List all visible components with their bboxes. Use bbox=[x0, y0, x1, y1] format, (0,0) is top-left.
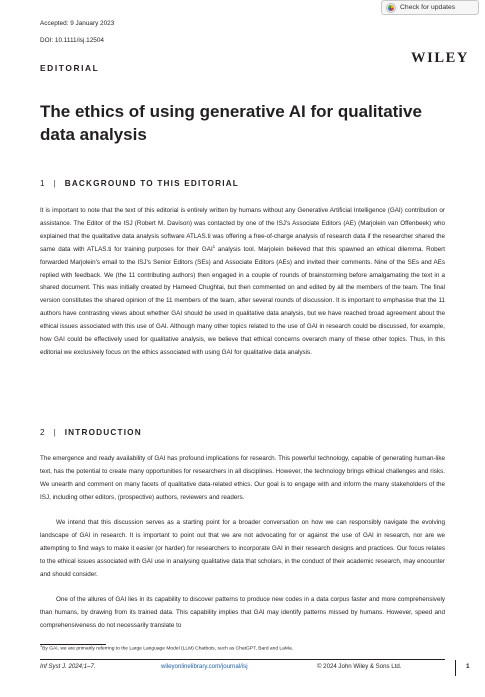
check-for-updates-button[interactable] bbox=[381, 0, 479, 15]
article-type: EDITORIAL bbox=[40, 63, 100, 73]
accepted-date: Accepted: 9 January 2023 bbox=[40, 20, 115, 27]
footnote-divider bbox=[40, 644, 106, 645]
footer-divider bbox=[40, 659, 445, 660]
doi: DOI: 10.1111/isj.12504 bbox=[40, 37, 104, 44]
footnote-text: By GAI, we are primarily referring to the Large Language Model (LLM) Chatbots, such as ChatGPT, Bard and LaMa. bbox=[42, 646, 294, 652]
body-paragraph: It is important to note that the text of this editorial is entirely written by humans without any Generative Artificial Intelligence (GAI) contribution or assistance. The Editor of the ISJ (Robert M. Davison) was contacted by one of the ISJ's Associate Editors (AE) (Marjolein van Offenbeek) who explained that the qualitative data analysis software ATLAS.ti was offering a free-of-charge analysis of research data if the researcher shared the same data with ATLAS.ti for training purposes for their GAI$^1$ analysis tool. Marjolein believed that this spawned an ethical dilemma. Robert forwarded Marjolein's email to the ISJ's Senior Editors (SEs) and Associate Editors (AEs) and invited their comments. Nine of the SEs and AEs replied with feedback. We (the 11 contributing authors) then engaged in a couple of rounds of brainstorming before amalgamating the text in a shared document. This was initially created by Hameed Chughtai, but then commented on and edited by all the members of the team. The final version constitutes the shared opinion of the 11 members of the team, after several rounds of discussion. It is important to emphasise that the 11 authors have contrasting views about whether GAI should be used in qualitative data analysis, but we have reached broad agreement about the ethical issues associated with this use of GAI. Although many other topics related to the use of GAI in research could be discussed, for example, how GAI could be effectively used for qualitative analysis, we believe that ethical concerns overarch many of these other topics. Thus, in this editorial we exclusively focus on the ethics associated with using GAI for qualitative data analysis. bbox=[40, 207, 445, 356]
footnote-marker: 1 bbox=[40, 644, 43, 648]
section-title: BACKGROUND TO THIS EDITORIAL bbox=[64, 179, 240, 188]
article-title: The ethics of using generative AI for qualitative data analysis bbox=[40, 102, 422, 144]
journal-citation: Inf Syst J. 2024;1–7. bbox=[40, 663, 96, 670]
body-paragraph: One of the allures of GAI lies in its capability to discover patterns to produce new codes in a data corpus faster and more comprehensively than humans, by drawing from its trained data. This capability implies that GAI may identify patterns missed by humans. However, speed and comprehensiveness do not necessarily translate to bbox=[40, 596, 445, 629]
section-heading bbox=[40, 179, 239, 188]
journal-url-link[interactable]: wileyonlinelibrary.com/journal/isj bbox=[161, 663, 248, 670]
check-for-updates-label: Check for updates bbox=[400, 4, 456, 11]
section-divider: | bbox=[53, 179, 56, 188]
footnote bbox=[40, 646, 293, 652]
section-divider: | bbox=[53, 428, 56, 437]
publisher-logo: WILEY bbox=[411, 50, 469, 66]
section-number: 1 bbox=[40, 179, 45, 188]
section-number: 2 bbox=[40, 428, 45, 437]
section-heading bbox=[40, 428, 142, 437]
page-number-divider bbox=[455, 660, 456, 676]
footnote-ref[interactable]: 1 bbox=[212, 243, 216, 249]
body-paragraph: We intend that this discussion serves as a starting point for a broader conversation on how we can responsibly navigate the evolving landscape of GAI in research. It is important to point out that we are not advocating for or against the use of GAI in research, nor are we attempting to find ways to make it easier (or harder) for researchers to incorporate GAI in their research designs and practices. Our focus relates to the ethical issues associated with GAI use in analysing qualitative data that scholars, in the conduct of their academic research, may encounter and should consider. bbox=[40, 519, 445, 578]
section-title: INTRODUCTION bbox=[64, 428, 142, 437]
page-number: 1 bbox=[466, 663, 470, 670]
check-for-updates-icon bbox=[386, 3, 396, 13]
body-paragraph: The emergence and ready availability of GAI has profound implications for research. This powerful technology, capable of generating human-like text, has the potential to create many opportunities for researchers in all disciplines. However, the technology brings ethical challenges and risks. We unearth and comment on many facets of qualitative data-related ethics. Our goal is to engage with and inform the many stakeholders of the ISJ, including other editors, (prospective) authors, reviewers and readers. bbox=[40, 455, 445, 501]
copyright: © 2024 John Wiley & Sons Ltd. bbox=[317, 663, 402, 670]
